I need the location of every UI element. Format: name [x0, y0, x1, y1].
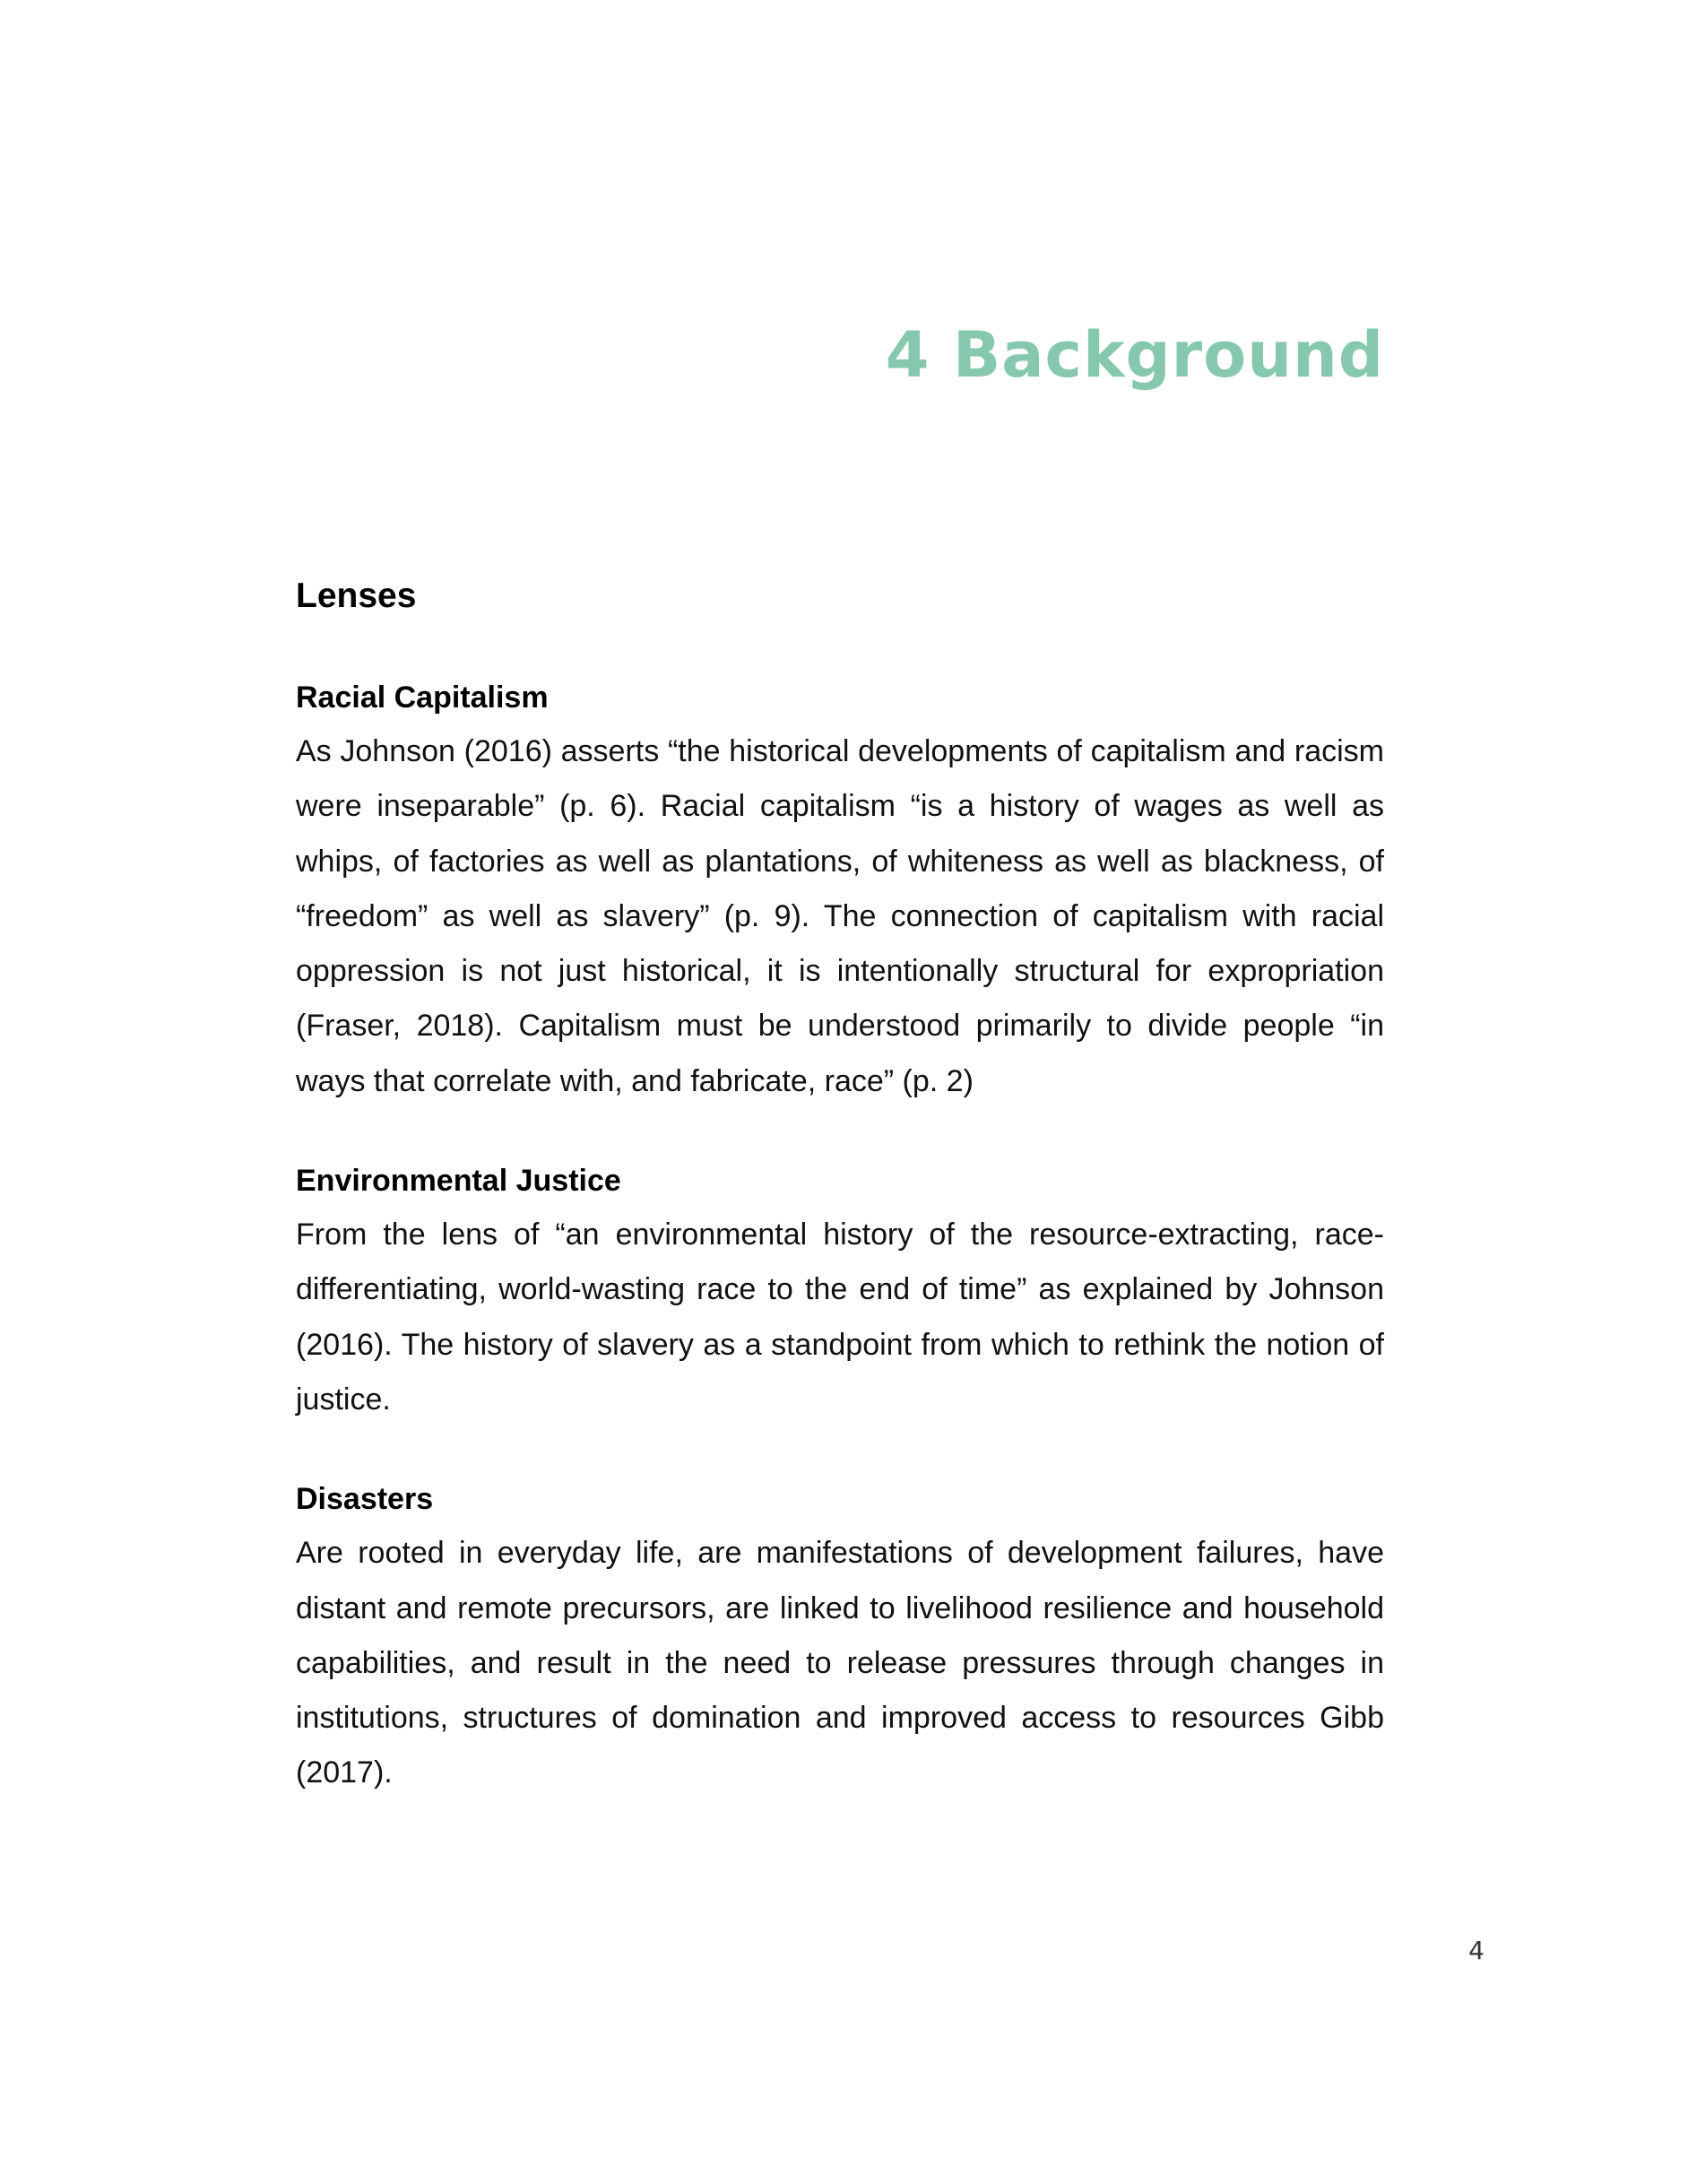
subsection-racial-capitalism: [296, 671, 1384, 1109]
section-heading: Lenses: [296, 576, 417, 615]
subsection-disasters: [296, 1472, 1384, 1800]
subsection-heading: Racial Capitalism: [296, 680, 549, 715]
subsection-heading: Environmental Justice: [296, 1164, 621, 1199]
subsection-body: Are rooted in everyday life, are manifestations of development failures, have distant and remote precursors, are linked to livelihood resilience and household capabilities, and result in the need to release pressures through changes in institutions, structures of domination and improved access to resources Gibb (2017).: [296, 1536, 1384, 1790]
main-content: [296, 565, 1384, 1801]
subsection-heading: Disasters: [296, 1482, 434, 1517]
subsection-environmental-justice: [296, 1154, 1384, 1427]
subsection-body: From the lens of “an environmental history of the resource-extracting, race-differentiating, world-wasting race to the end of time” as explained by Johnson (2016). The history of slavery as a standpoint from which to rethink the notion of justice.: [296, 1218, 1384, 1417]
chapter-title: 4 Background: [885, 318, 1384, 392]
subsection-body: As Johnson (2016) asserts “the historical developments of capitalism and racism were inseparable” (p. 6). Racial capitalism “is a history of wages as well as whips, of factories as well as plantations, of whiteness as well as blackness, of “freedom” as well as slavery” (p. 9). The connection of capitalism with racial oppression is not just historical, it is intentionally structural for expropriation (Fraser, 2018). Capitalism must be understood primarily to divide people “in ways that correlate with, and fabricate, race” (p. 2): [296, 734, 1384, 1098]
page-number: 4: [1468, 1936, 1485, 1965]
